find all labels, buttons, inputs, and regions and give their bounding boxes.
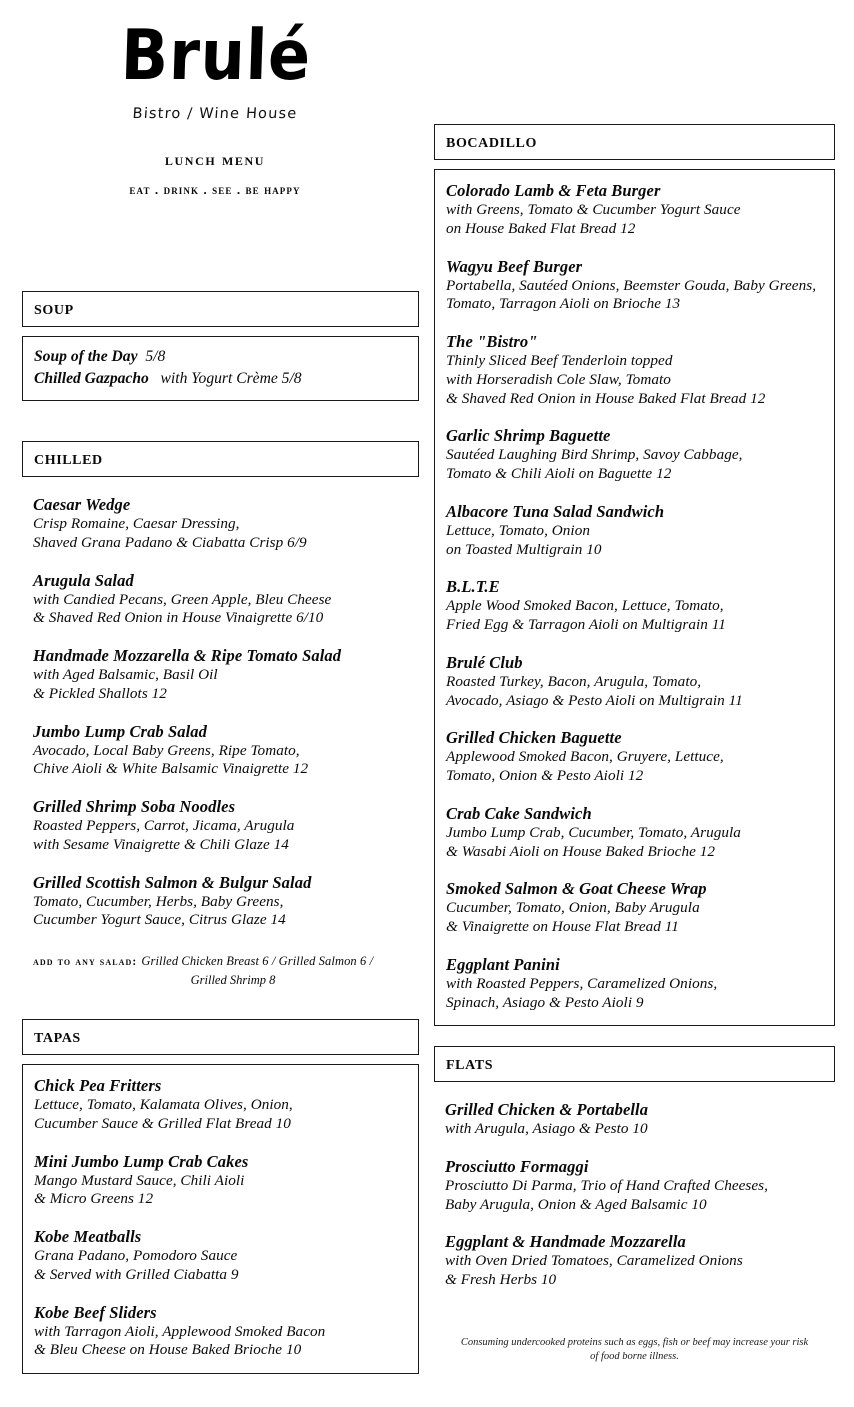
- menu-item: [446, 879, 822, 937]
- item-name: Caesar Wedge: [33, 495, 131, 514]
- item-name: Kobe Beef Sliders: [34, 1302, 157, 1322]
- menu-item: [34, 1152, 406, 1210]
- menu-line: [34, 346, 406, 368]
- menu-item: [446, 653, 822, 711]
- item-name: Eggplant & Handmade Mozzarella: [445, 1232, 686, 1252]
- item-name: Grilled Scottish Salmon & Bulgur Salad: [33, 872, 312, 892]
- item-desc-line: Lettuce, Tomato, Kalamata Olives, Onion,: [34, 1096, 293, 1114]
- item-desc-line: Apple Wood Smoked Bacon, Lettuce, Tomato,: [446, 597, 724, 615]
- item-desc-line: with Horseradish Cole Slaw, Tomato: [446, 370, 671, 388]
- item-desc-line: Thinly Sliced Beef Tenderloin topped: [446, 352, 673, 370]
- item-desc-line: Baby Arugula, Onion & Aged Balsamic 10: [445, 1195, 707, 1213]
- item-desc-line: Chive Aioli & White Balsamic Vinaigrette 12: [33, 760, 309, 778]
- menu-item: [34, 1303, 406, 1361]
- section-title: flats: [446, 1052, 494, 1074]
- item-desc-line: & Served with Grilled Ciabatta 9: [34, 1265, 239, 1283]
- item-desc-line: Grana Padano, Pomodoro Sauce: [34, 1247, 238, 1265]
- item-desc-line: on House Baked Flat Bread 12: [446, 219, 636, 237]
- item-desc-line: & Fresh Herbs 10: [445, 1271, 557, 1289]
- menu-item: [445, 1100, 823, 1139]
- item-desc-line: & Vinaigrette on House Flat Bread 11: [446, 918, 679, 935]
- item-desc-line: Spinach, Asiago & Pesto Aioli 9: [446, 993, 644, 1011]
- menu-item: [446, 804, 822, 862]
- section-tapas: [22, 1019, 419, 1374]
- brand-logo: Brulé: [119, 13, 313, 96]
- item-desc-line: Avocado, Local Baby Greens, Ripe Tomato,: [33, 741, 300, 759]
- item-desc-line: with Roasted Peppers, Caramelized Onions,: [446, 974, 718, 992]
- disclaimer-line: Consuming undercooked proteins such as eggs, fish or beef may increase your risk: [460, 1337, 809, 1348]
- item-desc-line: & Pickled Shallots 12: [33, 684, 167, 702]
- item-desc-line: Cucumber, Tomato, Onion, Baby Arugula: [446, 899, 700, 917]
- menu-item: [445, 1232, 823, 1290]
- item-desc-line: Avocado, Asiago & Pesto Aioli on Multigrain 11: [446, 691, 743, 709]
- item-desc-line: with Candied Pecans, Green Apple, Bleu Cheese: [33, 590, 332, 608]
- item-desc-line: & Shaved Red Onion in House Vinaigrette 6/10: [33, 609, 324, 627]
- section-soup: [22, 291, 419, 401]
- section-header-soup: [22, 291, 419, 327]
- item-name: B.L.T.E: [446, 577, 500, 597]
- item-name: Kobe Meatballs: [34, 1227, 142, 1246]
- section-header-bocadillo: [434, 124, 835, 160]
- item-desc-line: with Oven Dried Tomatoes, Caramelized Onions: [445, 1252, 743, 1270]
- item-desc-line: Fried Egg & Tarragon Aioli on Multigrain 11: [446, 616, 726, 633]
- item-desc-line: with Sesame Vinaigrette & Chili Glaze 14: [33, 835, 289, 853]
- masthead: [0, 13, 430, 198]
- item-desc-line: Tomato & Chili Aioli on Baguette 12: [446, 465, 672, 482]
- item-desc-line: with Greens, Tomato & Cucumber Yogurt Sauce: [446, 201, 741, 219]
- menu-item: [446, 728, 822, 786]
- item-desc-line: Mango Mustard Sauce, Chili Aioli: [34, 1171, 245, 1189]
- item-name: Chick Pea Fritters: [34, 1076, 162, 1095]
- addon-label: add to any salad:: [33, 956, 138, 968]
- item-name: Handmade Mozzarella & Ripe Tomato Salad: [33, 646, 342, 665]
- section-header-flats: [434, 1046, 835, 1082]
- item-desc-line: Cucumber Yogurt Sauce, Citrus Glaze 14: [33, 911, 286, 929]
- menu-item: [33, 797, 407, 855]
- menu-item: [33, 495, 407, 553]
- item-name: Smoked Salmon & Goat Cheese Wrap: [446, 879, 707, 899]
- menu-item: [34, 1076, 406, 1134]
- item-name: Albacore Tuna Salad Sandwich: [446, 501, 665, 521]
- item-desc-line: with Aged Balsamic, Basil Oil: [33, 666, 218, 684]
- item-name: The "Bistro": [446, 332, 538, 351]
- item-name: Grilled Shrimp Soba Noodles: [33, 797, 236, 816]
- item-desc-line: on Toasted Multigrain 10: [446, 540, 602, 558]
- item-name: Jumbo Lump Crab Salad: [33, 721, 208, 741]
- section-header-tapas: [22, 1019, 419, 1055]
- section-chilled: [22, 441, 419, 998]
- item-desc-line: Crisp Romaine, Caesar Dressing,: [33, 515, 240, 533]
- item-desc-line: & Wasabi Aioli on House Baked Brioche 12: [446, 842, 716, 860]
- item-name: Colorado Lamb & Feta Burger: [446, 181, 661, 200]
- item-name: Soup of the Day: [34, 348, 138, 365]
- item-desc-line: Tomato, Onion & Pesto Aioli 12: [446, 767, 644, 784]
- section-title: soup: [34, 297, 74, 319]
- salad-addon-note: [33, 950, 407, 988]
- item-desc-line: Cucumber Sauce & Grilled Flat Bread 10: [34, 1114, 291, 1132]
- item-name: Crab Cake Sandwich: [446, 803, 592, 823]
- item-desc-line: & Shaved Red Onion in House Baked Flat Bread 12: [446, 389, 766, 407]
- disclaimer: [434, 1336, 835, 1364]
- item-name: Mini Jumbo Lump Crab Cakes: [34, 1151, 249, 1171]
- menu-item: [33, 571, 407, 629]
- item-desc-line: Tomato, Cucumber, Herbs, Baby Greens,: [33, 892, 284, 910]
- menu-item: [446, 955, 822, 1013]
- section-bocadillo: [434, 124, 835, 1026]
- item-detail: with Yogurt Crème 5/8: [160, 370, 302, 388]
- item-name: Grilled Chicken Baguette: [446, 728, 622, 748]
- item-desc-line: Jumbo Lump Crab, Cucumber, Tomato, Arugula: [446, 823, 741, 841]
- item-desc-line: Prosciutto Di Parma, Trio of Hand Crafted Cheeses,: [445, 1176, 768, 1194]
- section-body-chilled: [22, 477, 419, 998]
- item-name: Brulé Club: [446, 652, 523, 672]
- addon-line: Grilled Shrimp 8: [190, 972, 276, 987]
- item-detail: 5/8: [145, 348, 166, 365]
- menu-line: [34, 368, 406, 390]
- menu-item: [446, 426, 822, 484]
- item-name: Garlic Shrimp Baguette: [446, 426, 611, 446]
- section-title: chilled: [34, 447, 103, 469]
- menu-item: [446, 502, 822, 560]
- disclaimer-line: of food borne illness.: [590, 1351, 679, 1363]
- menu-item: [445, 1157, 823, 1215]
- item-desc-line: Sautéed Laughing Bird Shrimp, Savoy Cabbage,: [446, 446, 743, 464]
- item-name: Prosciutto Formaggi: [445, 1156, 589, 1176]
- menu-item: [446, 181, 822, 239]
- item-desc-line: Lettuce, Tomato, Onion: [446, 521, 590, 539]
- item-name: Eggplant Panini: [446, 954, 560, 974]
- section-body-bocadillo: [434, 169, 835, 1026]
- item-name: Chilled Gazpacho: [34, 370, 149, 388]
- item-desc-line: & Micro Greens 12: [34, 1190, 154, 1208]
- section-body-flats: [434, 1082, 835, 1300]
- item-name: Grilled Chicken & Portabella: [445, 1100, 649, 1119]
- menu-item: [34, 1227, 406, 1285]
- item-desc-line: Roasted Peppers, Carrot, Jicama, Arugula: [33, 817, 295, 835]
- item-desc-line: with Arugula, Asiago & Pesto 10: [445, 1120, 648, 1138]
- section-body-tapas: [22, 1064, 419, 1374]
- menu-item: [446, 577, 822, 635]
- item-desc-line: Shaved Grana Padano & Ciabatta Crisp 6/9: [33, 533, 307, 551]
- item-desc-line: Applewood Smoked Bacon, Gruyere, Lettuce,: [446, 748, 724, 766]
- menu-item: [33, 646, 407, 704]
- section-title: tapas: [34, 1025, 81, 1047]
- section-body-soup: [22, 336, 419, 401]
- item-desc-line: & Bleu Cheese on House Baked Brioche 10: [34, 1341, 302, 1359]
- menu-item: [33, 722, 407, 780]
- menu-item: [446, 332, 822, 408]
- section-flats: [434, 1046, 835, 1300]
- menu-title: lunch menu: [164, 150, 266, 169]
- item-desc-line: Portabella, Sautéed Onions, Beemster Gouda, Baby Greens,: [446, 276, 817, 294]
- menu-item: [446, 257, 822, 315]
- item-desc-line: Roasted Turkey, Bacon, Arugula, Tomato,: [446, 672, 702, 690]
- item-desc-line: Tomato, Tarragon Aioli on Brioche 13: [446, 295, 681, 313]
- item-name: Arugula Salad: [33, 570, 134, 590]
- menu-slogan: eat . drink . see . be happy: [129, 182, 301, 197]
- addon-line: Grilled Chicken Breast 6 / Grilled Salmon 6 /: [141, 954, 374, 968]
- brand-tagline: Bistro / Wine House: [132, 106, 298, 122]
- item-desc-line: with Tarragon Aioli, Applewood Smoked Bacon: [34, 1322, 326, 1340]
- section-title: bocadillo: [446, 130, 537, 152]
- menu-item: [33, 873, 407, 931]
- section-header-chilled: [22, 441, 419, 477]
- item-name: Wagyu Beef Burger: [446, 256, 583, 276]
